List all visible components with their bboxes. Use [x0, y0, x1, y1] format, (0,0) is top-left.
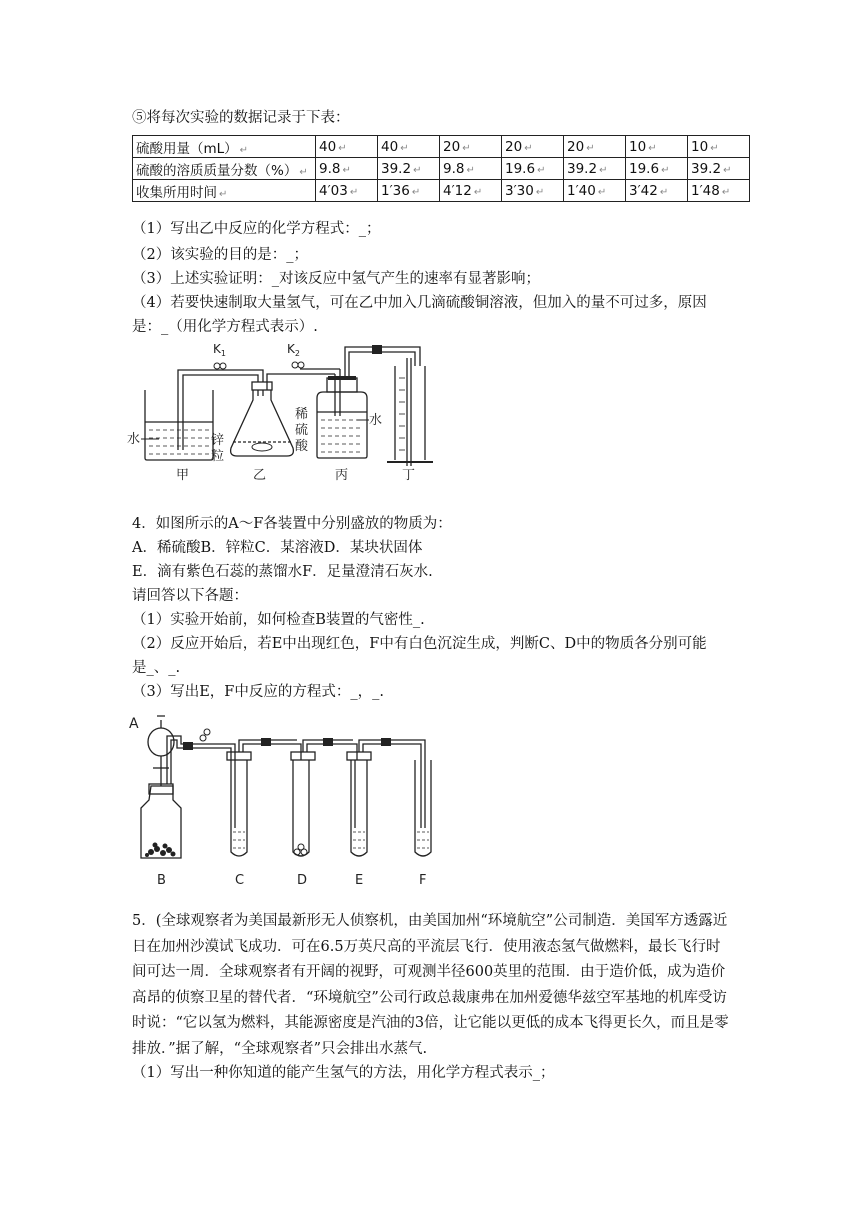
- label-zinc-1: 锌: [211, 433, 225, 448]
- label-acid-1: 稀: [295, 407, 309, 422]
- table-cell: 1′48 ↵: [688, 180, 750, 202]
- label-k1: $K_1$: [213, 342, 226, 358]
- q3-line-5: 是：_（用化学方程式表示）.: [132, 319, 318, 335]
- table-cell: 3′30 ↵: [502, 180, 564, 202]
- table-cell: 20 ↵: [440, 136, 502, 158]
- q3-line-1: （1）写出乙中反应的化学方程式：_；: [132, 221, 381, 237]
- table-cell: 9.8 ↵: [316, 158, 378, 180]
- table-cell: 9.8 ↵: [440, 158, 502, 180]
- table-cell: 39.2 ↵: [688, 158, 750, 180]
- label-f: F: [419, 873, 427, 888]
- figure-apparatus-2: [125, 708, 445, 890]
- label-b: B: [157, 873, 166, 888]
- table-cell: 4′12 ↵: [440, 180, 502, 202]
- data-table: [132, 135, 750, 202]
- q5-paragraph: 5．(全球观察者为美国最新形无人侦察机，由美国加州“环境航空”公司制造．美国军方透露近日在加州沙漠试飞成功．可在6.5万英尺高的平流层飞行．使用液态氢气做燃料，最长飞行时间可达一周．全球观察者有开阔的视野，可观测半径600英里的范围．由于造价低，成为造价高昂的侦察卫星的替代者．“环境航空”公司行政总裁康弗在加州爱德华兹空军基地的机库受访时说：“它以氢为燃料，其能源密度是汽油的3倍，让它能以更低的成本飞得更长久，而且是零排放．”据了解，“全球观察者”只会排出水蒸气.: [132, 913, 729, 1057]
- beaker-jia: [145, 390, 213, 460]
- table-cell: 40 ↵: [316, 136, 378, 158]
- q3-line-4: （4）若要快速制取大量氢气，可在乙中加入几滴硫酸铜溶液，但加入的量不可过多，原因: [132, 295, 707, 311]
- table-row: [133, 180, 750, 202]
- table-cell: 1′40 ↵: [564, 180, 626, 202]
- q4-line-6: （2）反应开始后，若E中出现红色，F中有白色沉淀生成，判断C、D中的物质各分别可能: [132, 636, 707, 652]
- cylinder-ding: [395, 366, 425, 460]
- table-cell: 19.6 ↵: [626, 158, 688, 180]
- flask-yi: [231, 384, 294, 456]
- label-d: D: [297, 873, 308, 888]
- label-c: C: [235, 873, 245, 888]
- q4-line-5: （1）实验开始前，如何检查B装置的气密性_.: [132, 612, 425, 628]
- funnel-a: [148, 728, 174, 756]
- q4-line-2: A．稀硫酸B．锌粒C．某溶液D．某块状固体: [132, 540, 423, 556]
- row-header: 硫酸用量（mL） ↵: [133, 136, 316, 158]
- q4-line-8: （3）写出E，F中反应的方程式：_，_.: [132, 684, 384, 700]
- tube-f: [415, 760, 431, 856]
- q4-line-7: 是_、_.: [132, 660, 181, 676]
- table-row: [133, 158, 750, 180]
- table-cell: 39.2 ↵: [564, 158, 626, 180]
- row-header: 硫酸的溶质质量分数（%） ↵: [133, 158, 316, 180]
- q4-line-1: 4．如图所示的A～F各装置中分别盛放的物质为：: [132, 516, 452, 532]
- table-cell: 4′03 ↵: [316, 180, 378, 202]
- label-water-right: 水: [369, 413, 383, 428]
- q3-line-2: （2）该实验的目的是：_；: [132, 247, 308, 263]
- label-a: A: [129, 716, 139, 732]
- label-e: E: [355, 873, 364, 888]
- table-cell: 19.6 ↵: [502, 158, 564, 180]
- label-water-left: 水: [127, 432, 141, 447]
- tube-c: [231, 760, 247, 856]
- table-cell: 1′36 ↵: [378, 180, 440, 202]
- table-cell: 20 ↵: [502, 136, 564, 158]
- label-bing: 丙: [335, 468, 349, 483]
- table-cell: 10 ↵: [688, 136, 750, 158]
- tube-d: [293, 760, 309, 856]
- label-acid-3: 酸: [295, 439, 309, 454]
- bottle-b: [141, 786, 181, 858]
- row-header: 收集所用时间 ↵: [133, 180, 316, 202]
- label-jia: 甲: [176, 468, 190, 483]
- table-intro: ⑤将每次实验的数据记录于下表：: [132, 110, 350, 126]
- table-cell: 39.2 ↵: [378, 158, 440, 180]
- tube-e: [351, 760, 367, 856]
- q3-line-3: （3）上述实验证明：_对该反应中氢气产生的速率有显著影响；: [132, 271, 540, 287]
- label-acid-2: 硫: [295, 423, 309, 438]
- figure-apparatus-1: [125, 338, 445, 490]
- q4-line-4: 请回答以下各题：: [132, 588, 248, 604]
- q5-subquestion-1: （1）写出一种你知道的能产生氢气的方法，用化学方程式表示_；: [132, 1065, 555, 1081]
- label-yi: 乙: [253, 468, 267, 483]
- label-zinc-2: 粒: [211, 449, 225, 464]
- table-row: [133, 136, 750, 158]
- table-cell: 40 ↵: [378, 136, 440, 158]
- table-cell: 3′42 ↵: [626, 180, 688, 202]
- table-cell: 20 ↵: [564, 136, 626, 158]
- table-cell: 10 ↵: [626, 136, 688, 158]
- bottle-bing: [317, 392, 367, 458]
- q4-line-3: E．滴有紫色石蕊的蒸馏水F．足量澄清石灰水.: [132, 564, 433, 580]
- label-ding: 丁: [402, 468, 416, 483]
- label-k2: $K_2$: [287, 342, 300, 358]
